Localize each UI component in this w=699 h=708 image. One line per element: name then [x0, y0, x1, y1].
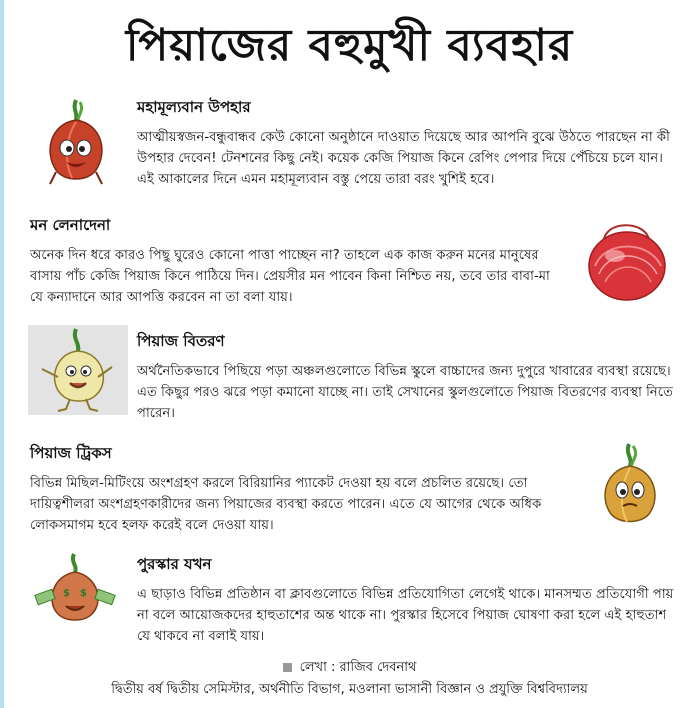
author-affiliation: দ্বিতীয় বর্ষ দ্বিতীয় সেমিস্টার, অর্থনীতি বিভাগ, মওলানা ভাসানী বিজ্ঞান ও প্রযুক্তি বিশ্ববিদ্যালয় — [111, 682, 588, 697]
cartoon-onion-money-illustration — [30, 552, 120, 632]
left-border-rule — [0, 0, 4, 708]
svg-text:$: $ — [63, 588, 70, 599]
section-body: অনেক দিন ধরে কারও পিছু ঘুরেও কোনো পাত্তা পাচ্ছেন না? তাহলে এক কাজ করুন মনের মানুষের বাসায় পাঁচ কেজি পিয়াজ কিনে পাঠিয়ে দিন। প্রেয়সীর মন পাবেন কিনা নিশ্চিত নয়, তবে তার বাবা-মা যে কন্যাদানে আর আপত্তি করবেন না তা বলা যায়। — [30, 248, 550, 305]
section-when-reward — [137, 553, 677, 647]
section-heading: পিয়াজ বিতরণ — [137, 332, 225, 350]
section-heading: পিয়াজ ট্রিকস — [30, 444, 112, 462]
cartoon-onion-waving-illustration — [28, 325, 128, 415]
section-heading: মহামূল্যবান উপহার — [137, 98, 251, 116]
byline — [0, 658, 699, 679]
section-onion-distribution — [137, 330, 677, 424]
section-heading: মন লেনাদেনা — [30, 216, 111, 234]
section-body: এ ছাড়াও বিভিন্ন প্রতিষ্ঠান বা ক্লাবগুলোতে বিভিন্ন প্রতিযোগিতা লেগেই থাকে। মানসম্মত প্রতিযোগী পায় না বলে আয়োজকদের হাহুতাশের অন্ত থাকে না। পুরস্কার হিসেবে পিয়াজ ঘোষণা করা হলে এই হাহুতাশ যে থাকবে না বলাই যায়। — [137, 587, 674, 644]
byline-text: লেখা : রাজিব দেবনাথ — [299, 660, 417, 675]
section-body: বিভিন্ন মিছিল-মিটিংয়ে অংশগ্রহণ করলে বিরিয়ানির প্যাকেট দেওয়া হয় বলে প্রচলিত রয়েছে। তো দায়িত্বশীলরা অংশগ্রহণকারীদের জন্য পিয়াজের ব্যবস্থা করতে পারেন। এতে যে আগের থেকে অধিক লোকসমাগম হবে হলফ করেই বলে দেওয়া যায়। — [30, 476, 542, 533]
section-body: অর্থনৈতিকভাবে পিছিয়ে পড়া অঞ্চলগুলোতে বিভিন্ন স্কুলে বাচ্চাদের জন্য দুপুরে খাবারের ব্যবস্থা রয়েছে। এত কিছুর পরও ঝরে পড়া কমানো যাচ্ছে না। তাই সেখানের স্কুলগুলোতে পিয়াজ বিতরণের ব্যবস্থা নিতে পারেন। — [137, 364, 673, 421]
section-body: আত্মীয়স্বজন-বন্ধুবান্ধব কেউ কোনো অনুষ্ঠানে দাওয়াত দিয়েছে আর আপনি বুঝে উঠতে পারছেন না কী উপহার দেবেন! টেনশনের কিছু নেই। কয়েক কেজি পিয়াজ কিনে রেপিং পেপার দিয়ে পেঁচিয়ে চলে যান। এই আকালের দিনে এমন মহামূল্যবান বস্তু পেয়ে তারা বরং খুশিই হবে। — [137, 130, 670, 187]
square-bullet-icon — [283, 663, 292, 672]
section-exchange-of-hearts — [30, 214, 550, 308]
cartoon-onion-smiling-illustration — [26, 92, 126, 192]
page-title: পিয়াজের বহুমুখী ব্যবহার — [125, 20, 574, 71]
svg-text:$: $ — [80, 588, 87, 599]
cartoon-onion-worried-illustration — [585, 440, 675, 530]
section-onion-tricks — [30, 442, 560, 536]
section-heading: পুরস্কার যখন — [137, 555, 212, 573]
section-valuable-gift — [137, 96, 677, 190]
red-onion-illustration — [575, 210, 675, 306]
